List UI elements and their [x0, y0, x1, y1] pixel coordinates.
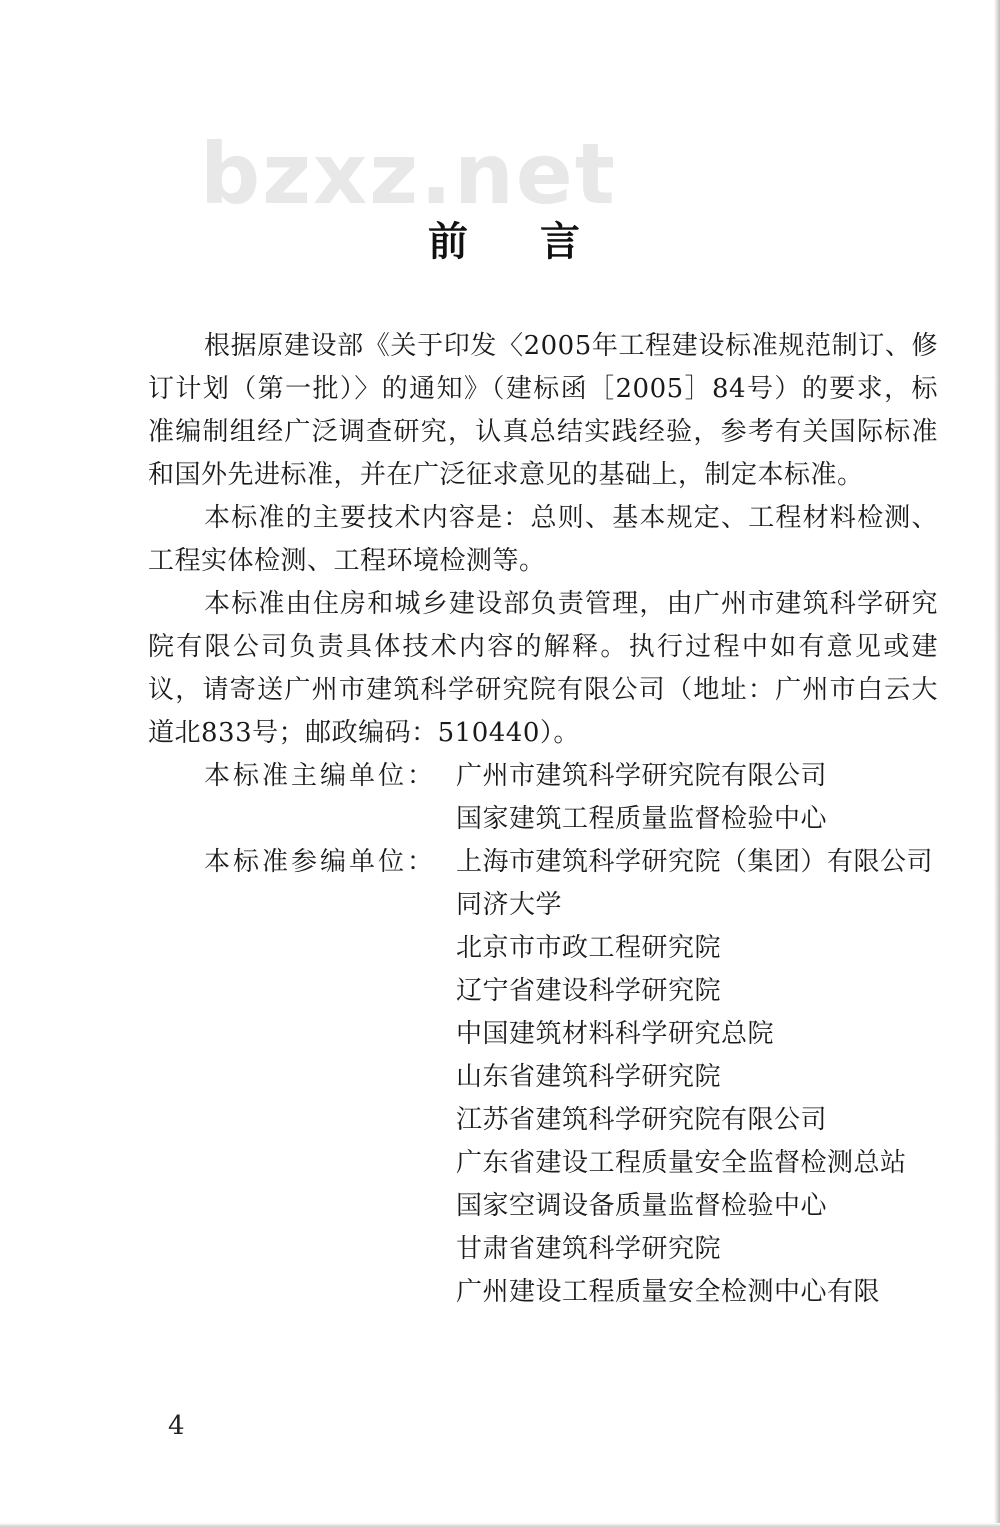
- participating-unit-item: 山东省建筑科学研究院: [456, 1062, 722, 1092]
- participating-units-list: [456, 841, 938, 1314]
- chief-units-row: [148, 755, 938, 841]
- participating-units-label: 本标准参编单位：: [204, 847, 437, 877]
- page-number: 4: [168, 1411, 185, 1441]
- participating-unit-item: 同济大学: [456, 890, 563, 920]
- participating-unit-item: 广州建设工程质量安全检测中心有限: [456, 1277, 881, 1307]
- page-title: 前言: [428, 219, 652, 265]
- paragraph-3: 本标准由住房和城乡建设部负责管理，由广州市建筑科学研究院有限公司负责具体技术内容的解释。执行过程中如有意见或建议，请寄送广州市建筑科学研究院有限公司（地址：广州市白云大道北833号；邮政编码：510440）。: [148, 589, 938, 748]
- participating-unit-item: 国家空调设备质量监督检验中心: [456, 1191, 828, 1221]
- participating-unit-item: 甘肃省建筑科学研究院: [456, 1234, 722, 1264]
- participating-units-row: [148, 841, 938, 1314]
- watermark: bzxz.net: [200, 125, 617, 223]
- participating-unit-item: 中国建筑材料科学研究总院: [456, 1019, 775, 1049]
- participating-unit-item: 上海市建筑科学研究院（集团）有限公司: [456, 847, 934, 877]
- participating-unit-item: 辽宁省建设科学研究院: [456, 976, 722, 1006]
- chief-units-list: [456, 755, 938, 841]
- preface-body: [148, 325, 938, 1314]
- participating-unit-item: 广东省建设工程质量安全监督检测总站: [456, 1148, 907, 1178]
- participating-unit-item: 江苏省建筑科学研究院有限公司: [456, 1105, 828, 1135]
- page-bottom-edge: [0, 1523, 1000, 1527]
- chief-units-label: 本标准主编单位：: [204, 761, 437, 791]
- chief-unit-item: 广州市建筑科学研究院有限公司: [456, 761, 828, 791]
- chief-unit-item: 国家建筑工程质量监督检验中心: [456, 804, 828, 834]
- participating-unit-item: 北京市市政工程研究院: [456, 933, 722, 963]
- paragraph-2: 本标准的主要技术内容是：总则、基本规定、工程材料检测、工程实体检测、工程环境检测等。: [148, 503, 938, 576]
- paragraph-1: 根据原建设部《关于印发〈2005年工程建设标准规范制订、修订计划（第一批）〉的通知》（建标函［2005］84号）的要求，标准编制组经广泛调查研究，认真总结实践经验，参考有关国际标准和国外先进标准，并在广泛征求意见的基础上，制定本标准。: [148, 331, 938, 490]
